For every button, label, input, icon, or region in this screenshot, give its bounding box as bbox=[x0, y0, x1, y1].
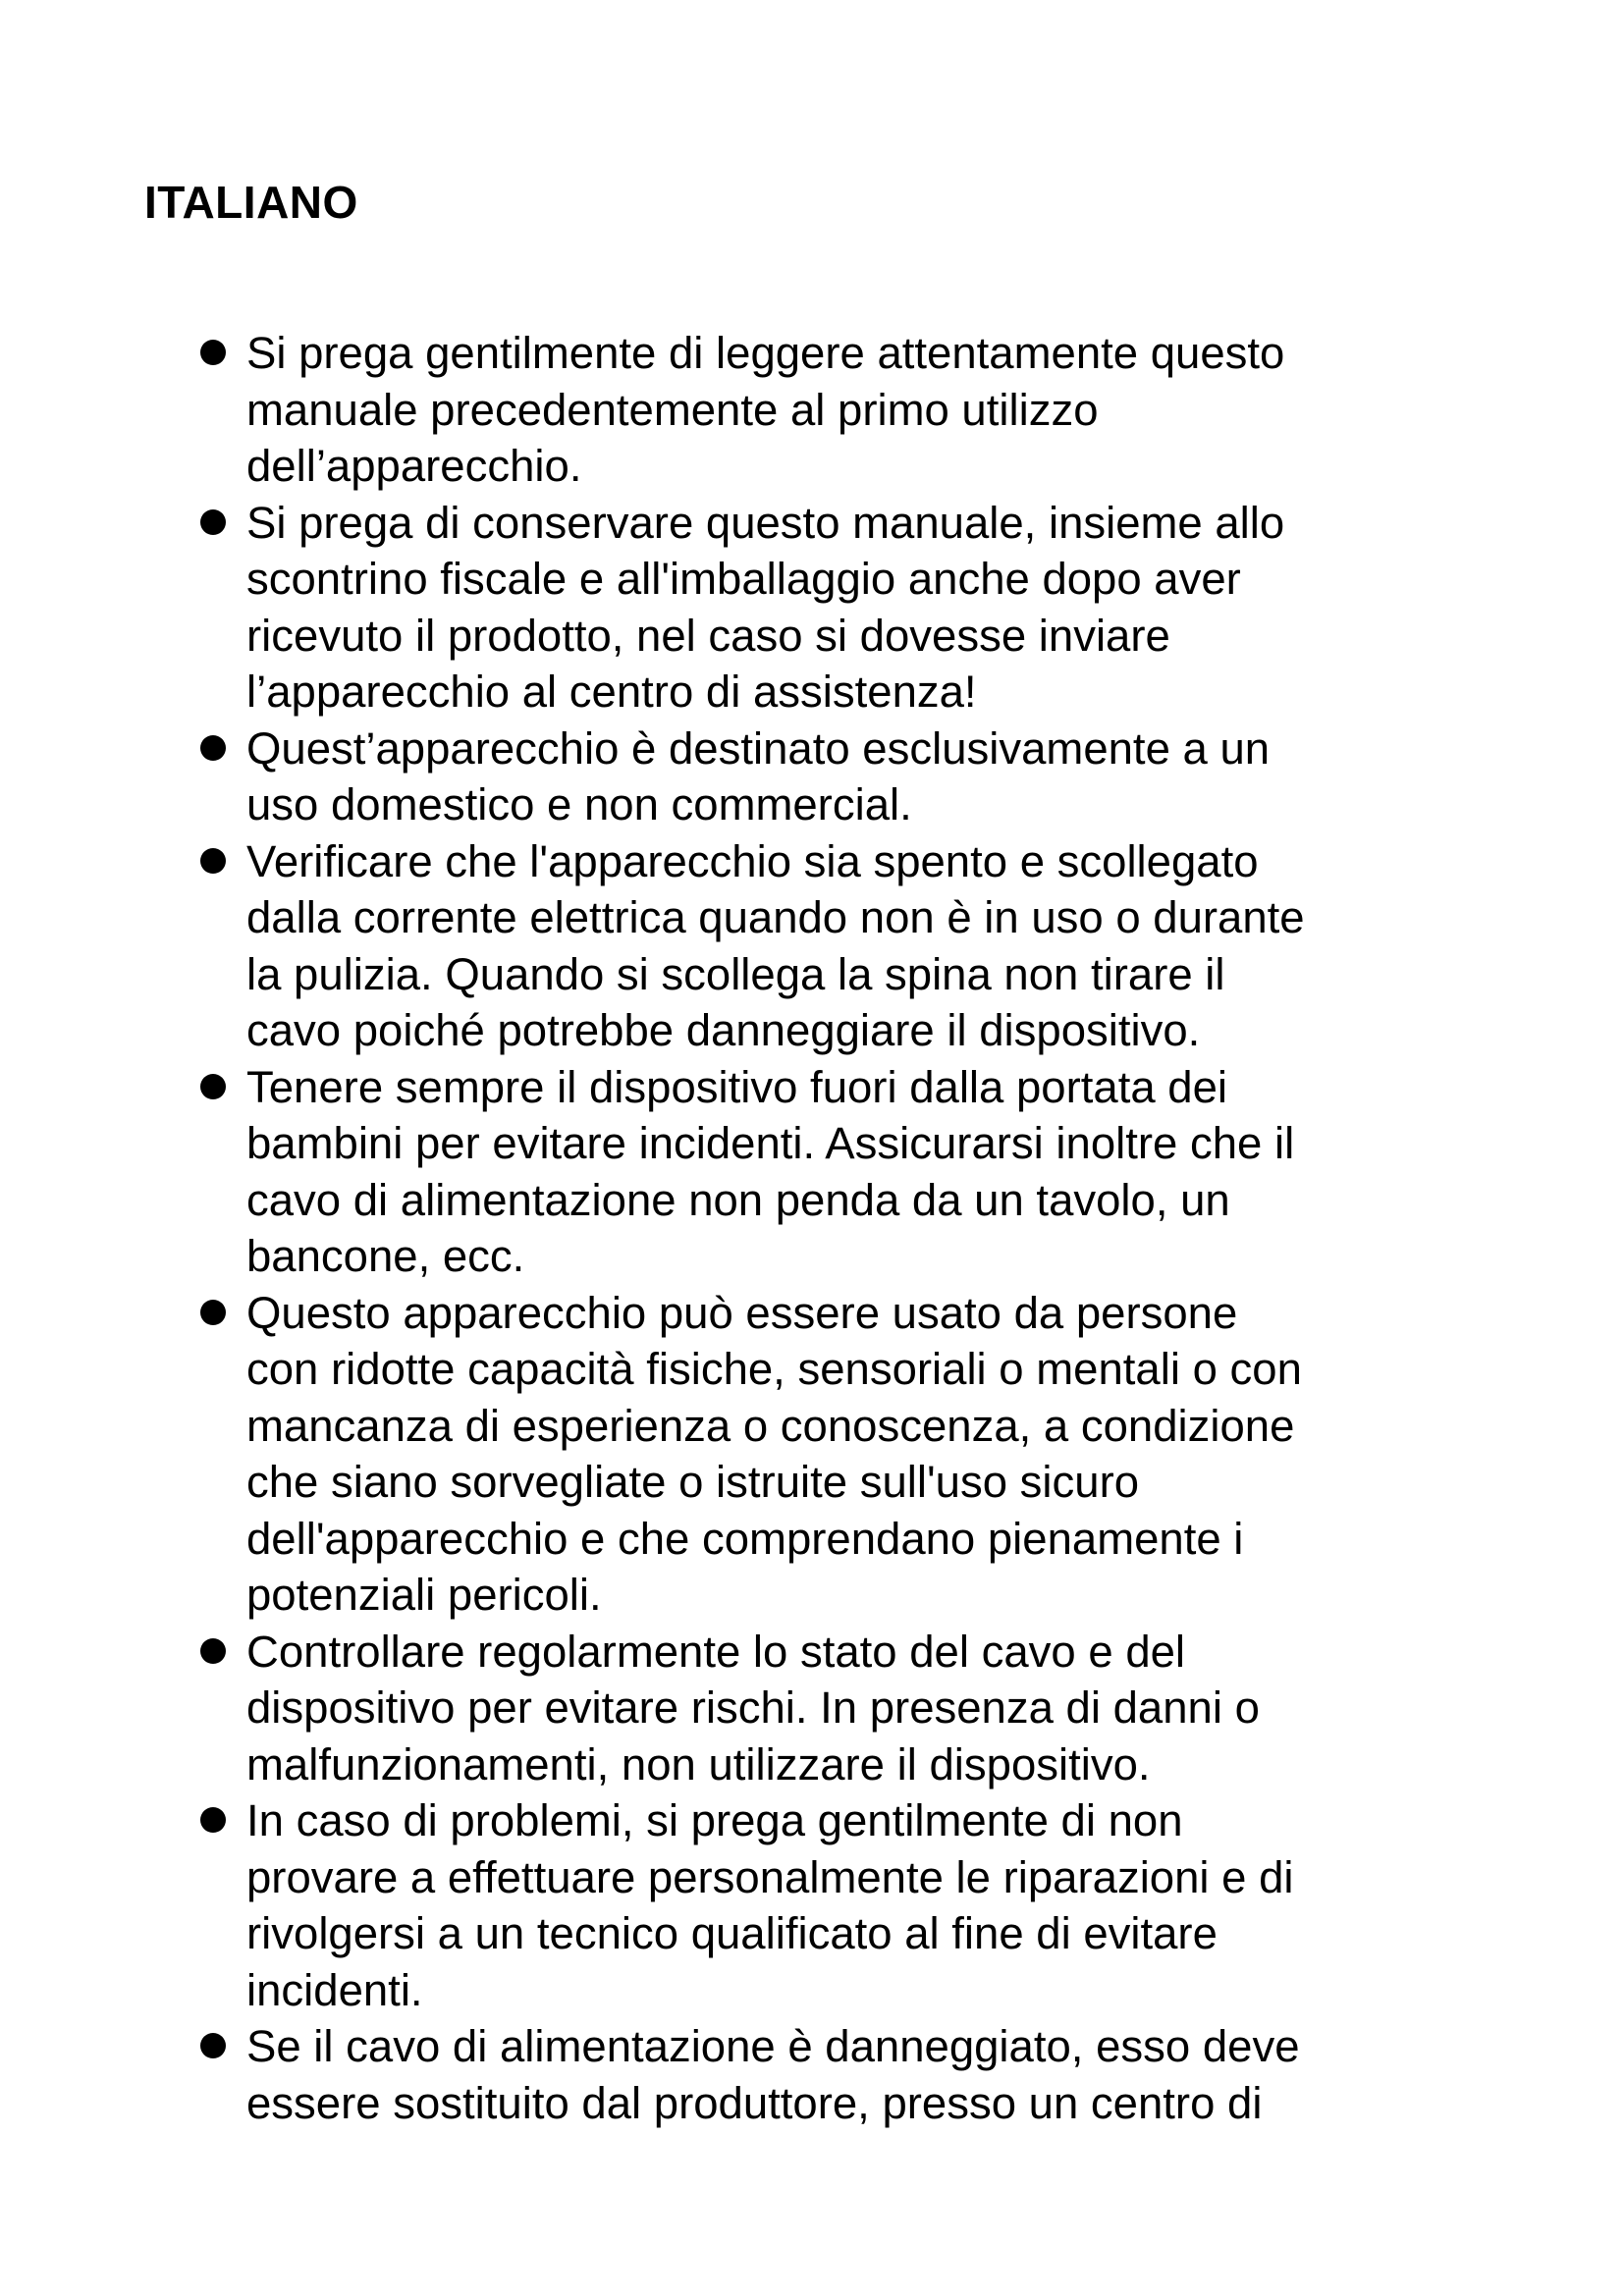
item-text-line: cavo di alimentazione non penda da un tavolo, un bbox=[246, 1174, 1230, 1225]
item-text-line: Si prega gentilmente di leggere attentamente questo bbox=[246, 328, 1285, 378]
bullet-dot-icon bbox=[200, 509, 226, 535]
list-item bbox=[196, 325, 1502, 495]
item-text-line: Verificare che l'apparecchio sia spento e scollegato bbox=[246, 835, 1259, 886]
item-text-line: cavo poiché potrebbe danneggiare il dispositivo. bbox=[246, 1005, 1201, 1055]
bullet-dot-icon bbox=[200, 1300, 226, 1325]
bullet-dot-icon bbox=[200, 848, 226, 874]
item-text-line: che siano sorvegliate o istruite sull'uso sicuro bbox=[246, 1457, 1140, 1507]
item-text-line: con ridotte capacità fisiche, sensoriali o mentali o con bbox=[246, 1344, 1302, 1394]
list-item bbox=[196, 721, 1502, 833]
list-item bbox=[196, 495, 1502, 721]
bullet-dot-icon bbox=[200, 1807, 226, 1833]
list-item bbox=[196, 1285, 1502, 1624]
item-text-line: Controllare regolarmente lo stato del cavo e del bbox=[246, 1626, 1186, 1677]
item-text-line: In caso di problemi, si prega gentilmente di non bbox=[246, 1795, 1183, 1845]
item-text-line: dell’apparecchio. bbox=[246, 441, 582, 491]
item-text-line: bancone, ecc. bbox=[246, 1231, 525, 1281]
item-text-line: malfunzionamenti, non utilizzare il dispositivo. bbox=[246, 1738, 1151, 1789]
list-item bbox=[196, 1624, 1502, 1793]
instructions-list bbox=[196, 325, 1502, 2131]
item-text-line: essere sostituito dal produttore, presso un centro di bbox=[246, 2077, 1263, 2128]
item-text-line: incidenti. bbox=[246, 1964, 423, 2015]
list-item bbox=[196, 2018, 1502, 2131]
item-text-line: mancanza di esperienza o conoscenza, a condizione bbox=[246, 1400, 1295, 1451]
bullet-dot-icon bbox=[200, 2033, 226, 2058]
item-text-line: dispositivo per evitare rischi. In presenza di danni o bbox=[246, 1682, 1260, 1733]
bullet-dot-icon bbox=[200, 735, 226, 761]
item-text-line: rivolgersi a un tecnico qualificato al fine di evitare bbox=[246, 1908, 1218, 1958]
list-item bbox=[196, 1792, 1502, 2018]
bullet-dot-icon bbox=[200, 1074, 226, 1099]
bullet-dot-icon bbox=[200, 1638, 226, 1664]
item-text-line: Se il cavo di alimentazione è danneggiato, esso deve bbox=[246, 2021, 1300, 2071]
item-text-line: la pulizia. Quando si scollega la spina non tirare il bbox=[246, 948, 1225, 999]
item-text-line: scontrino fiscale e all'imballaggio anche dopo aver bbox=[246, 554, 1241, 604]
item-text-line: provare a effettuare personalmente le riparazioni e di bbox=[246, 1851, 1294, 1902]
item-text-line: uso domestico e non commercial. bbox=[246, 779, 912, 829]
page-heading: ITALIANO bbox=[144, 177, 358, 228]
item-text-line: Si prega di conservare questo manuale, insieme allo bbox=[246, 497, 1285, 548]
item-text-line: dell'apparecchio e che comprendano pienamente i bbox=[246, 1513, 1244, 1564]
bullet-dot-icon bbox=[200, 340, 226, 365]
item-text-line: bambini per evitare incidenti. Assicurarsi inoltre che il bbox=[246, 1118, 1295, 1168]
item-text-line: ricevuto il prodotto, nel caso si dovesse inviare bbox=[246, 610, 1170, 661]
item-text-line: Quest’apparecchio è destinato esclusivamente a un bbox=[246, 722, 1271, 774]
item-text-line: Questo apparecchio può essere usato da persone bbox=[246, 1287, 1238, 1338]
item-text-line: manuale precedentemente al primo utilizzo bbox=[246, 384, 1099, 435]
item-text-line: dalla corrente elettrica quando non è in uso o durante bbox=[246, 892, 1305, 942]
item-text-line: l’apparecchio al centro di assistenza! bbox=[246, 667, 977, 717]
list-item bbox=[196, 1059, 1502, 1285]
list-item bbox=[196, 833, 1502, 1059]
item-text-line: Tenere sempre il dispositivo fuori dalla portata dei bbox=[246, 1061, 1228, 1112]
item-text-line: potenziali pericoli. bbox=[246, 1570, 602, 1620]
